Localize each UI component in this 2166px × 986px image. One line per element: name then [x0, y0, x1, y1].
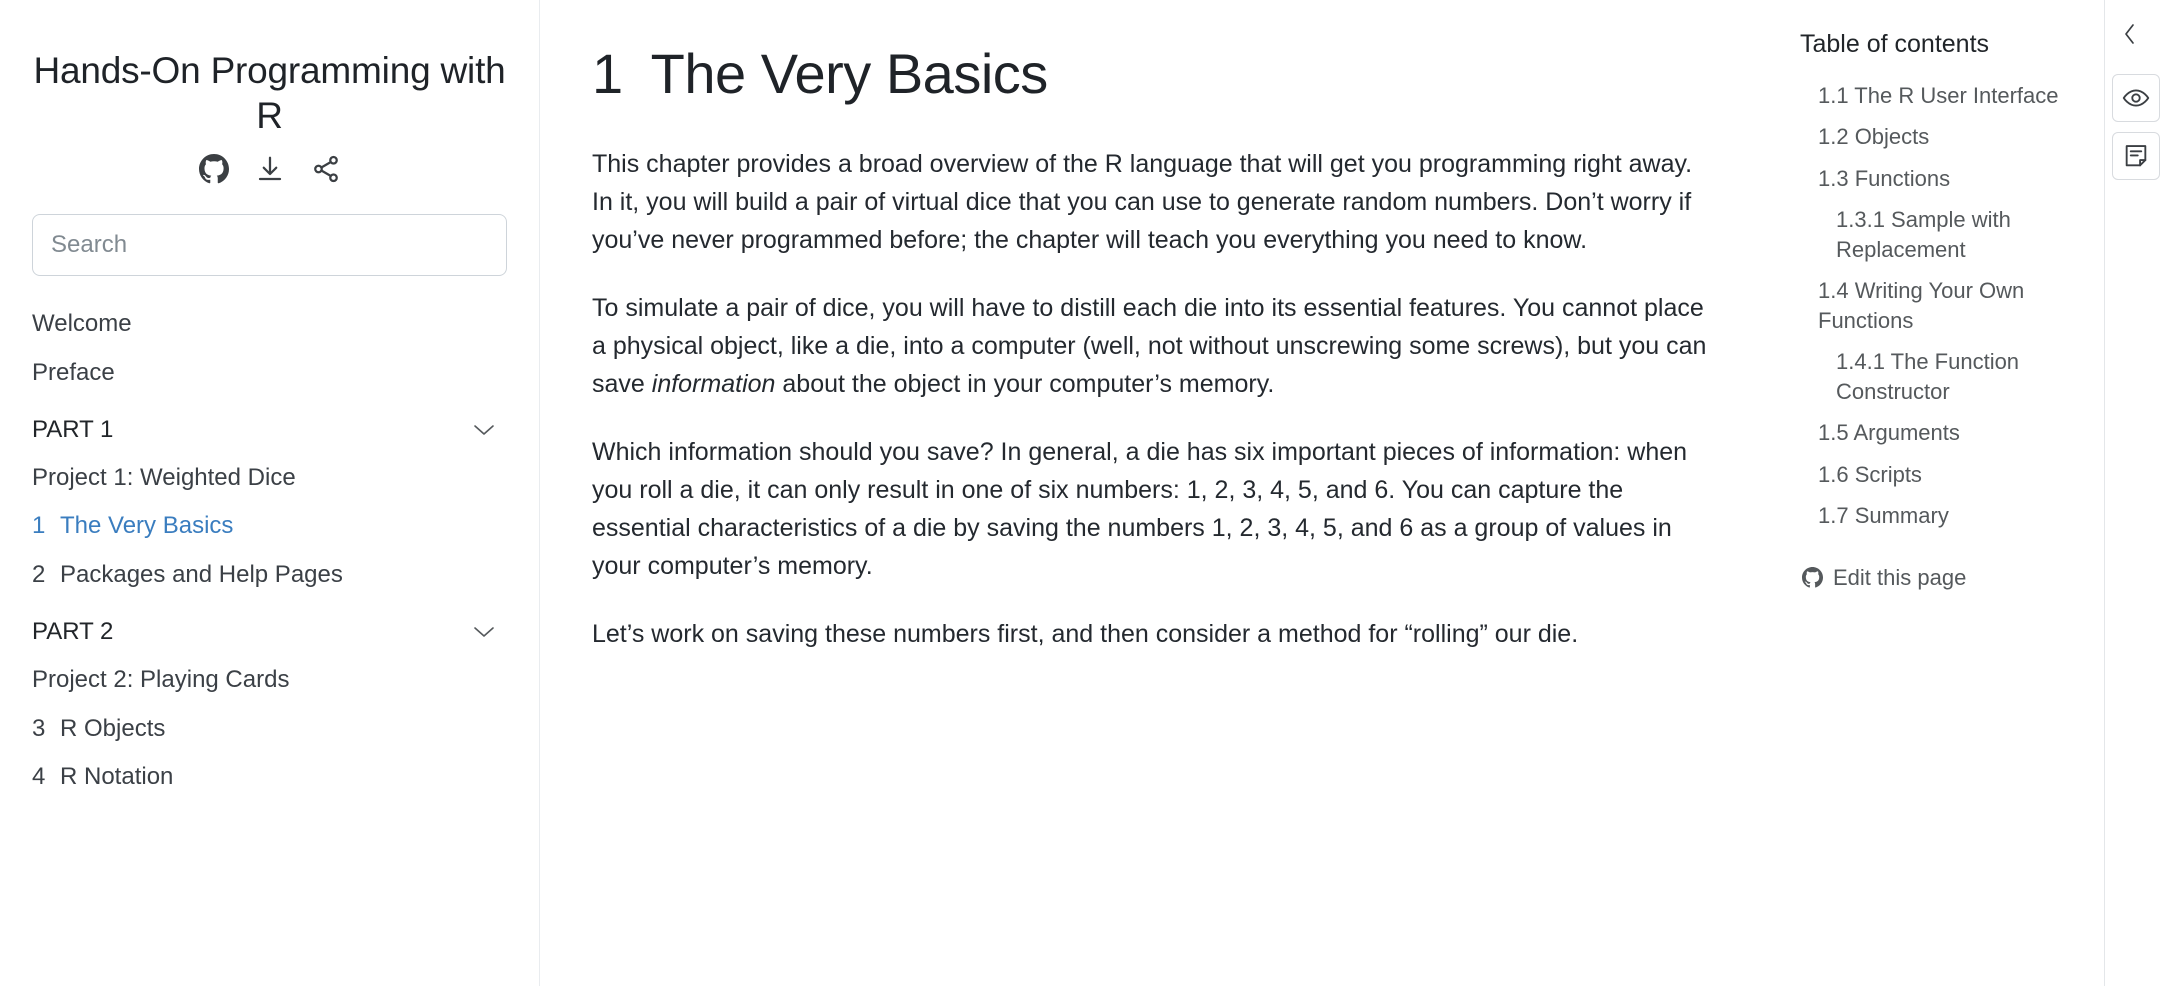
toc-item[interactable]: 1.1 The R User Interface — [1818, 83, 2059, 108]
paragraph-2-before: To simulate a pair of dice, you will have to distill each die into its essential features. You cannot place a physical object, like a die, into a computer (well, not without unscrewing some screws), but you can save — [592, 294, 1707, 399]
sidebar-item-number: 2 — [32, 561, 46, 589]
sidebar-item-number: 1 — [32, 512, 46, 540]
sidebar-item-welcome[interactable] — [32, 300, 507, 349]
sidebar-item-number: 4 — [32, 763, 46, 791]
sidebar-item-label: R Notation — [60, 763, 174, 791]
github-icon — [1802, 567, 1823, 588]
paragraph-4: Let’s work on saving these numbers first, and then consider a method for “rolling” our die. — [592, 620, 1579, 649]
sidebar-item-label: Packages and Help Pages — [60, 561, 343, 589]
chevron-left-icon[interactable] — [2106, 10, 2154, 58]
sidebar-item-label: The Very Basics — [60, 512, 234, 540]
sidebar-item-label: Project 1: Weighted Dice — [32, 463, 296, 491]
table-of-contents — [1774, 0, 2104, 986]
sidebar-item-project-2[interactable] — [32, 656, 507, 705]
sidebar-part-label: PART 1 — [32, 415, 114, 443]
edit-this-page-link[interactable] — [1800, 565, 2084, 591]
sidebar — [0, 0, 540, 986]
toc-item[interactable]: 1.7 Summary — [1818, 503, 1949, 529]
toc-item[interactable]: 1.5 Arguments — [1818, 420, 1960, 446]
sidebar-part-label: PART 2 — [32, 617, 114, 645]
github-icon[interactable] — [199, 154, 229, 184]
page-title — [592, 40, 1714, 107]
chapter-title-text: The Very Basics — [650, 42, 1048, 105]
right-rail — [2104, 0, 2166, 986]
chevron-down-icon[interactable] — [473, 423, 495, 437]
sidebar-nav — [32, 300, 507, 802]
paragraph-3: Which information should you save? In general, a die has six important pieces of information: when you roll a die, it can only result in one of six numbers: 1, 2, 3, 4, 5, and 6. You can capture the essential characteristics of a die by saving the numbers 1, 2, 3, 4, 5, and 6 as a group of values in your computer’s memory. — [592, 438, 1688, 581]
sidebar-item-number: 3 — [32, 714, 46, 742]
sidebar-part-1[interactable] — [32, 398, 507, 454]
toc-list — [1800, 75, 2084, 537]
sidebar-item-label: Project 2: Playing Cards — [32, 665, 290, 693]
sidebar-item-the-very-basics[interactable] — [32, 502, 507, 551]
paragraph-1: This chapter provides a broad overview of the R language that will get you programming right away. In it, you will build a pair of virtual dice that you can use to generate random numbers. Don’t worry if you’ve never programmed before; the chapter will teach you everything you need to know. — [592, 150, 1693, 255]
toc-item[interactable]: 1.4 Writing Your Own Functions — [1818, 278, 2025, 333]
sidebar-item-r-objects[interactable] — [32, 705, 507, 754]
toc-item[interactable]: 1.3 Functions — [1818, 165, 1951, 191]
sidebar-item-label: Welcome — [32, 310, 132, 338]
download-icon[interactable] — [255, 154, 285, 184]
toc-item[interactable]: 1.2 Objects — [1818, 124, 1930, 150]
sidebar-item-r-notation[interactable] — [32, 753, 507, 802]
paragraph-2-after: about the object in your computer’s memory. — [775, 370, 1275, 399]
sidebar-item-preface[interactable] — [32, 349, 507, 398]
sidebar-icon-row — [32, 154, 507, 184]
share-icon[interactable] — [311, 154, 341, 184]
main-content — [540, 0, 1774, 986]
toc-title: Table of contents — [1800, 30, 1990, 58]
sidebar-item-packages-and-help-pages[interactable] — [32, 551, 507, 600]
toc-item[interactable]: 1.3.1 Sample with Replacement — [1836, 207, 2011, 262]
paragraph-2-emphasis: information — [651, 370, 776, 399]
book-title: Hands-On Programming with R — [33, 50, 506, 137]
sidebar-item-project-1[interactable] — [32, 454, 507, 503]
edit-this-page-label: Edit this page — [1833, 564, 1967, 590]
chevron-down-icon[interactable] — [473, 625, 495, 639]
toc-item[interactable]: 1.4.1 The Function Constructor — [1836, 349, 2020, 404]
sidebar-item-label: R Objects — [60, 714, 166, 742]
sidebar-item-label: Preface — [32, 358, 115, 386]
eye-icon[interactable] — [2112, 74, 2160, 122]
chapter-number: 1 — [592, 42, 623, 105]
search-input[interactable] — [32, 214, 507, 276]
sidebar-part-2[interactable] — [32, 600, 507, 656]
note-icon[interactable] — [2112, 132, 2160, 180]
toc-item[interactable]: 1.6 Scripts — [1818, 461, 1922, 487]
rail-collapse-row — [2105, 10, 2166, 58]
paragraph-2 — [592, 289, 1714, 403]
